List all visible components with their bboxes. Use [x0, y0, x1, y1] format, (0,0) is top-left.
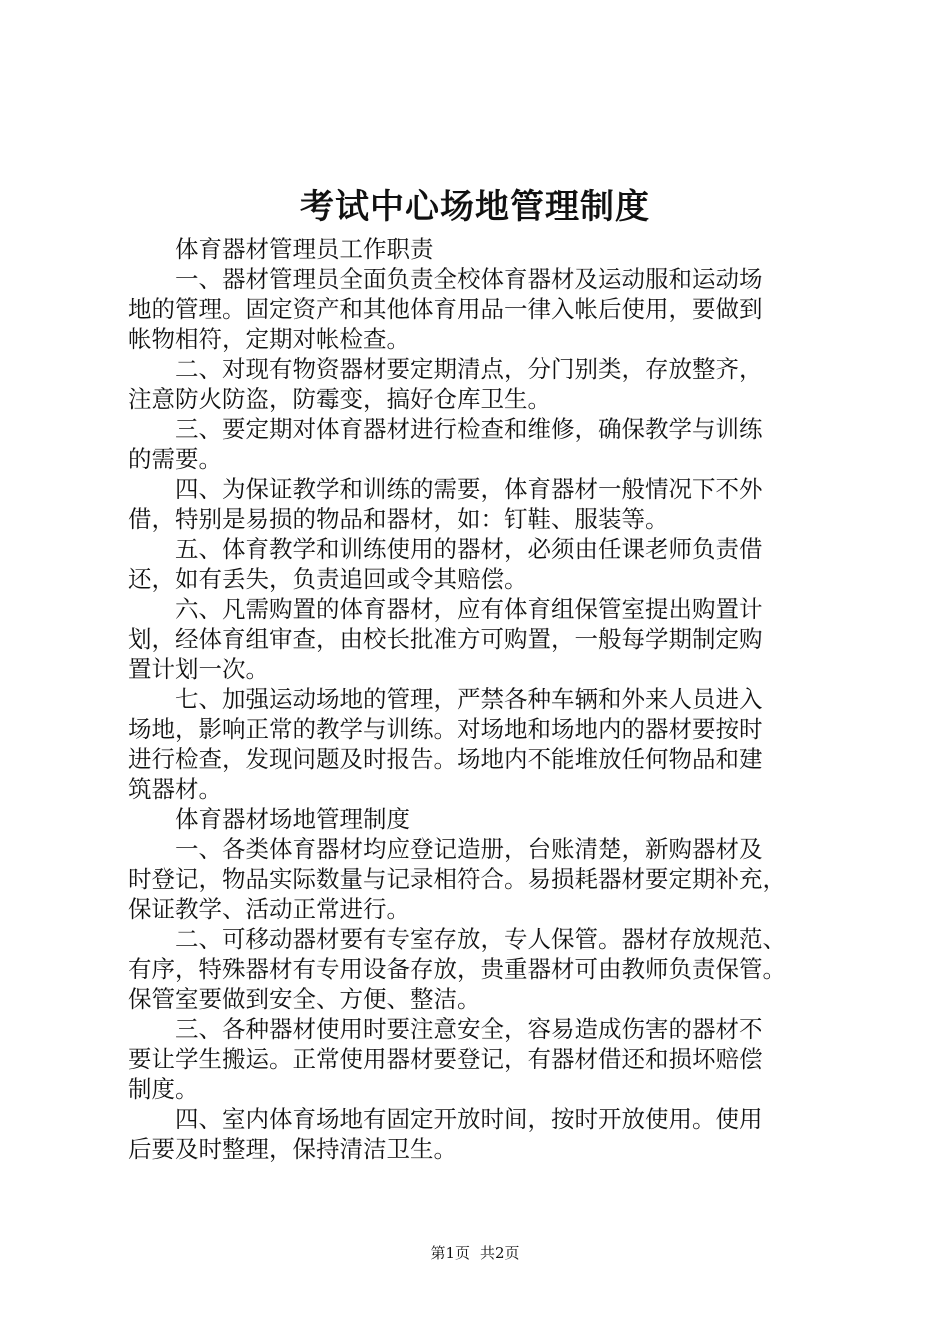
text-line: 还，如有丢失，负责追回或令其赔偿。 [128, 565, 528, 593]
page-footer [0, 1243, 950, 1263]
text-line: 帐物相符，定期对帐检查。 [128, 325, 410, 353]
text-line: 注意防火防盗，防霉变，搞好仓库卫生。 [128, 385, 551, 413]
text-line: 七、加强运动场地的管理，严禁各种车辆和外来人员进入 [175, 685, 763, 713]
text-line: 三、各种器材使用时要注意安全，容易造成伤害的器材不 [175, 1015, 763, 1043]
page-total: 共2页 [480, 1244, 520, 1262]
text-line: 四、为保证教学和训练的需要，体育器材一般情况下不外 [175, 475, 763, 503]
text-line: 场地，影响正常的教学与训练。对场地和场地内的器材要按时 [128, 715, 763, 743]
text-line: 借，特别是易损的物品和器材，如：钉鞋、服装等。 [128, 505, 669, 533]
text-line: 体育器材场地管理制度 [175, 805, 410, 833]
text-line: 地的管理。固定资产和其他体育用品一律入帐后使用，要做到 [128, 295, 763, 323]
document-title: 考试中心场地管理制度 [300, 187, 650, 227]
text-line: 二、对现有物资器材要定期清点，分门别类，存放整齐， [175, 355, 763, 383]
text-line: 体育器材管理员工作职责 [175, 235, 434, 263]
document-body [128, 234, 848, 1164]
text-line: 筑器材。 [128, 775, 222, 803]
text-line: 四、室内体育场地有固定开放时间，按时开放使用。使用 [175, 1105, 763, 1133]
text-line: 要让学生搬运。正常使用器材要登记，有器材借还和损坏赔偿 [128, 1045, 763, 1073]
text-line: 五、体育教学和训练使用的器材，必须由任课老师负责借 [175, 535, 763, 563]
text-line: 保管室要做到安全、方便、整洁。 [128, 985, 481, 1013]
text-line: 后要及时整理，保持清洁卫生。 [128, 1135, 457, 1163]
text-line: 时登记，物品实际数量与记录相符合。易损耗器材要定期补充， [128, 865, 786, 893]
text-line: 六、凡需购置的体育器材，应有体育组保管室提出购置计 [175, 595, 763, 623]
text-line: 二、可移动器材要有专室存放，专人保管。器材存放规范、 [175, 925, 786, 953]
text-line: 置计划一次。 [128, 655, 269, 683]
text-line: 制度。 [128, 1075, 199, 1103]
page-number: 第1页 [430, 1244, 470, 1262]
text-line: 一、各类体育器材均应登记造册，台账清楚，新购器材及 [175, 835, 763, 863]
text-line: 有序，特殊器材有专用设备存放，贵重器材可由教师负责保管。 [128, 955, 786, 983]
text-line: 一、器材管理员全面负责全校体育器材及运动服和运动场 [175, 265, 763, 293]
text-line: 划，经体育组审查，由校长批准方可购置，一般每学期制定购 [128, 625, 763, 653]
text-line: 三、要定期对体育器材进行检查和维修，确保教学与训练 [175, 415, 763, 443]
text-line: 的需要。 [128, 445, 222, 473]
text-line: 保证教学、活动正常进行。 [128, 895, 410, 923]
text-line: 进行检查，发现问题及时报告。场地内不能堆放任何物品和建 [128, 745, 763, 773]
